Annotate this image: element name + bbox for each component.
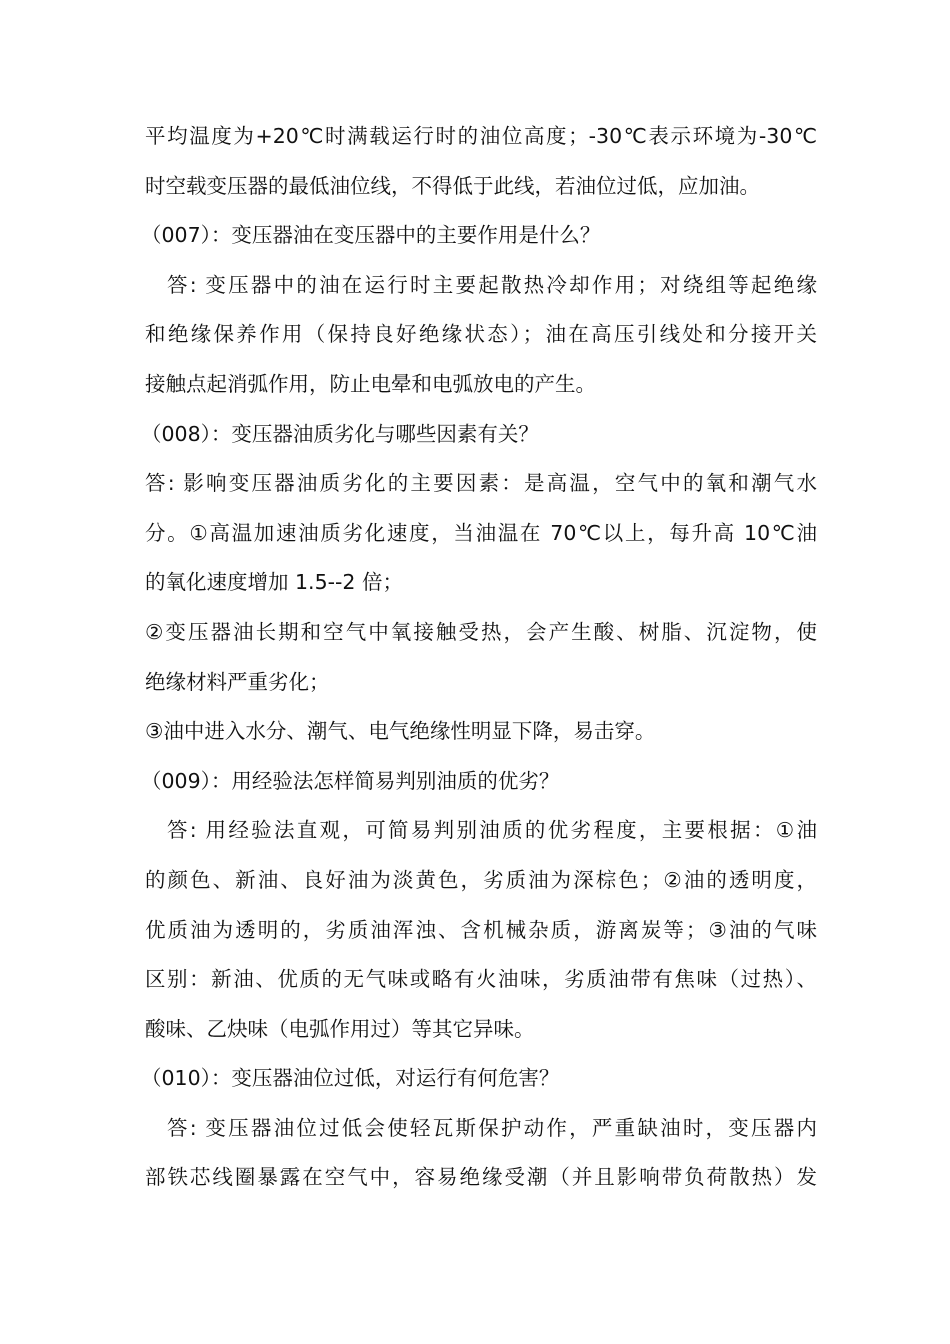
answer-line: 部铁芯线圈暴露在空气中，容易绝缘受潮（并且影响带负荷散热）发 bbox=[145, 1165, 817, 1190]
answer-line: 区别：新油、优质的无气味或略有火油味，劣质油带有焦味（过热）、 bbox=[145, 967, 817, 992]
answer-line: 分。①高温加速油质劣化速度，当油温在 70℃以上，每升高 10℃油 bbox=[145, 520, 818, 545]
answer-line: 的颜色、新油、良好油为淡黄色，劣质油为深棕色；②油的透明度， bbox=[145, 867, 817, 892]
question-007: （007）：变压器油在变压器中的主要作用是什么？ bbox=[141, 223, 601, 248]
answer-line: 的氧化速度增加 1.5--2 倍； bbox=[145, 570, 403, 595]
question-009: （009）：用经验法怎样简易判别油质的优劣？ bbox=[141, 768, 560, 793]
answer-line: 答: 影响变压器油质劣化的主要因素：是高温，空气中的氧和潮气水 bbox=[145, 471, 817, 496]
answer-line: 答: 用经验法直观，可简易判别油质的优劣程度，主要根据：①油 bbox=[167, 818, 817, 843]
answer-line: 酸味、乙炔味（电弧作用过）等其它异味。 bbox=[145, 1016, 535, 1041]
answer-line: 接触点起消弧作用，防止电晕和电弧放电的产生。 bbox=[145, 371, 596, 396]
document-body bbox=[141, 112, 818, 1203]
answer-line: ②变压器油长期和空气中氧接触受热，会产生酸、树脂、沉淀物，使 bbox=[145, 619, 817, 644]
question-010: （010）：变压器油位过低，对运行有何危害？ bbox=[141, 1066, 560, 1091]
answer-line: 答: 变压器中的油在运行时主要起散热冷却作用；对绕组等起绝缘 bbox=[167, 272, 817, 297]
answer-line: 绝缘材料严重劣化； bbox=[145, 669, 330, 694]
text-line: 平均温度为+20℃时满载运行时的油位高度；-30℃表示环境为-30℃ bbox=[145, 124, 817, 148]
answer-line: 优质油为透明的，劣质油浑浊、含机械杂质，游离炭等；③油的气味 bbox=[145, 917, 817, 942]
answer-line: 和绝缘保养作用（保持良好绝缘状态）；油在高压引线处和分接开关 bbox=[145, 322, 817, 347]
answer-line: 答: 变压器油位过低会使轻瓦斯保护动作，严重缺油时，变压器内 bbox=[167, 1115, 817, 1140]
text-line: 时空载变压器的最低油位线，不得低于此线，若油位过低，应加油。 bbox=[145, 173, 760, 198]
question-008: （008）：变压器油质劣化与哪些因素有关？ bbox=[141, 421, 539, 446]
answer-line: ③油中进入水分、潮气、电气绝缘性明显下降，易击穿。 bbox=[145, 719, 656, 744]
